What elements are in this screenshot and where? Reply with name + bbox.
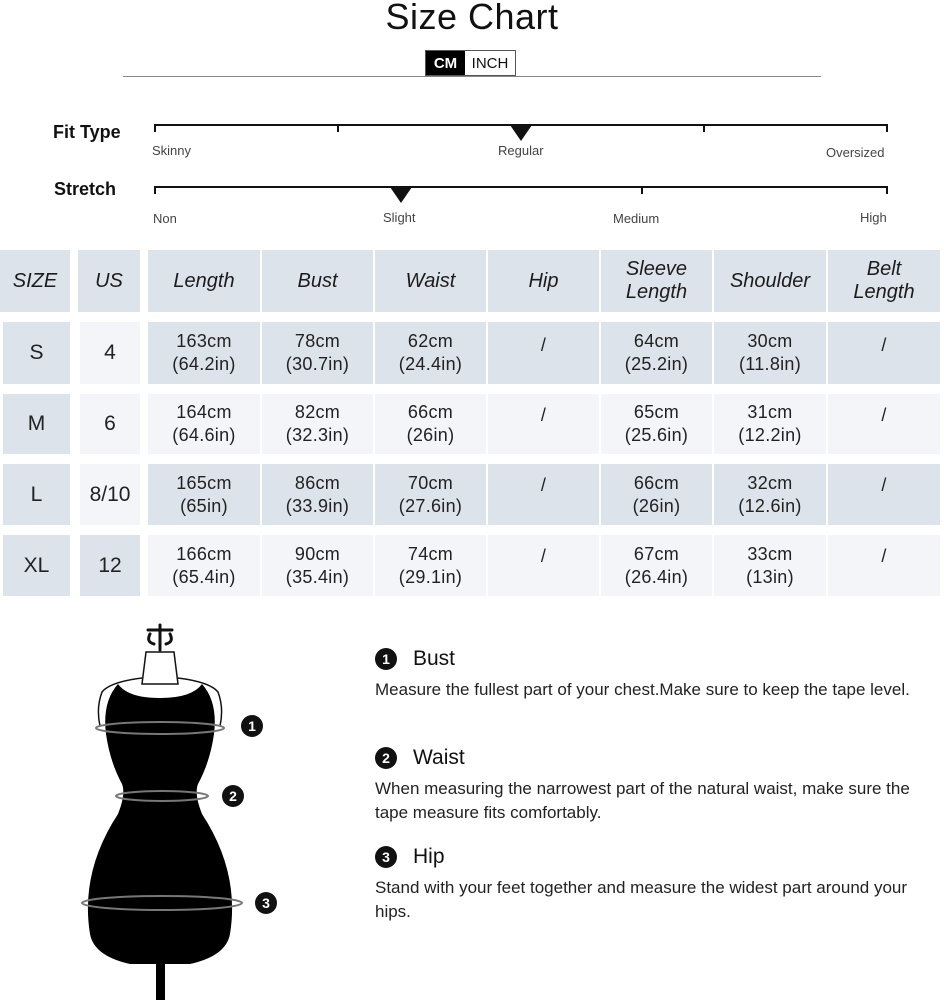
guide-hip-desc: Stand with your feet together and measure the widest part around your hips. (375, 878, 908, 921)
guide-hip-title (375, 845, 445, 869)
header-size: SIZE (0, 250, 70, 312)
shoulder-cell: 31cm (12.2in) (714, 394, 826, 454)
size-cell: S (3, 322, 70, 384)
stretch-label: Stretch (54, 179, 117, 199)
sleeve-length-cell: 65cm (25.6in) (601, 394, 712, 454)
dress-form-icon (70, 622, 290, 1000)
shoulder-cell: 30cm (11.8in) (714, 322, 826, 384)
guide-waist-desc: When measuring the narrowest part of the natural waist, make sure the tape measure fits comfortably. (375, 779, 910, 822)
shoulder-cell: 32cm (12.6in) (714, 464, 826, 525)
length-cell: 163cm (64.2in) (148, 322, 260, 384)
hip-marker-icon: 3 (255, 892, 277, 914)
sleeve-length-cell: 66cm (26in) (601, 464, 712, 525)
fit-type-tick (154, 124, 156, 132)
stretch-marker-icon (390, 187, 412, 203)
belt-length-cell: / (828, 535, 940, 596)
length-cell: 165cm (65in) (148, 464, 260, 525)
unit-inch-button[interactable]: INCH (465, 51, 515, 75)
guide-bust-desc: Measure the fullest part of your chest.Make sure to keep the tape level. (375, 680, 910, 699)
header-hip: Hip (488, 250, 599, 312)
guide-waist-label: Waist (413, 746, 465, 769)
stretch-tick (886, 186, 888, 194)
us-cell: 6 (80, 394, 140, 454)
unit-cm-button[interactable]: CM (426, 51, 465, 75)
title-divider (123, 76, 821, 77)
fit-type-option-skinny: Skinny (152, 143, 192, 158)
sleeve-length-cell: 67cm (26.4in) (601, 535, 712, 596)
waist-cell: 70cm (27.6in) (375, 464, 486, 525)
stretch-tick (154, 186, 156, 194)
waist-cell: 62cm (24.4in) (375, 322, 486, 384)
bust-cell: 90cm (35.4in) (262, 535, 373, 596)
bust-cell: 82cm (32.3in) (262, 394, 373, 454)
fit-type-tick (337, 124, 339, 132)
header-sleeve-length: Sleeve Length (601, 250, 712, 312)
fit-type-tick (886, 124, 888, 132)
waist-marker-icon: 2 (222, 785, 244, 807)
unit-toggle[interactable] (425, 50, 516, 76)
hip-cell: / (488, 322, 599, 384)
fit-type-option-oversized: Oversized (826, 145, 885, 160)
belt-length-cell: / (828, 322, 940, 384)
hip-cell: / (488, 464, 599, 525)
guide-waist-title (375, 746, 465, 770)
number-two-icon: 2 (375, 747, 397, 769)
belt-length-cell: / (828, 394, 940, 454)
stretch-option-slight: Slight (383, 210, 416, 225)
hip-cell: / (488, 394, 599, 454)
header-waist: Waist (375, 250, 486, 312)
number-three-icon: 3 (375, 846, 397, 868)
hip-cell: / (488, 535, 599, 596)
header-bust: Bust (262, 250, 373, 312)
stretch-option-high: High (860, 210, 887, 225)
guide-bust-label: Bust (413, 647, 456, 670)
header-belt-length: Belt Length (828, 250, 940, 312)
stretch-tick (641, 186, 643, 194)
stretch-option-medium: Medium (613, 211, 660, 226)
fit-type-option-regular: Regular (498, 143, 544, 158)
bust-cell: 86cm (33.9in) (262, 464, 373, 525)
size-cell: M (3, 394, 70, 454)
us-cell: 4 (80, 322, 140, 384)
number-one-icon: 1 (375, 648, 397, 670)
bust-cell: 78cm (30.7in) (262, 322, 373, 384)
length-cell: 164cm (64.6in) (148, 394, 260, 454)
us-cell: 12 (80, 535, 140, 596)
size-cell: L (3, 464, 70, 525)
waist-cell: 66cm (26in) (375, 394, 486, 454)
header-shoulder: Shoulder (714, 250, 826, 312)
waist-cell: 74cm (29.1in) (375, 535, 486, 596)
fit-type-tick (703, 124, 705, 132)
page-title: Size Chart (385, 0, 559, 37)
stretch-option-non: Non (153, 211, 177, 226)
fit-type-label: Fit Type (53, 122, 121, 142)
sleeve-length-cell: 64cm (25.2in) (601, 322, 712, 384)
guide-hip-label: Hip (413, 845, 445, 868)
stretch-scale (154, 186, 888, 188)
guide-bust-title (375, 647, 455, 671)
us-cell: 8/10 (80, 464, 140, 525)
bust-marker-icon: 1 (241, 715, 263, 737)
belt-length-cell: / (828, 464, 940, 525)
fit-type-marker-icon (510, 125, 532, 141)
header-us: US (78, 250, 140, 312)
size-cell: XL (3, 535, 70, 596)
length-cell: 166cm (65.4in) (148, 535, 260, 596)
shoulder-cell: 33cm (13in) (714, 535, 826, 596)
header-length: Length (148, 250, 260, 312)
